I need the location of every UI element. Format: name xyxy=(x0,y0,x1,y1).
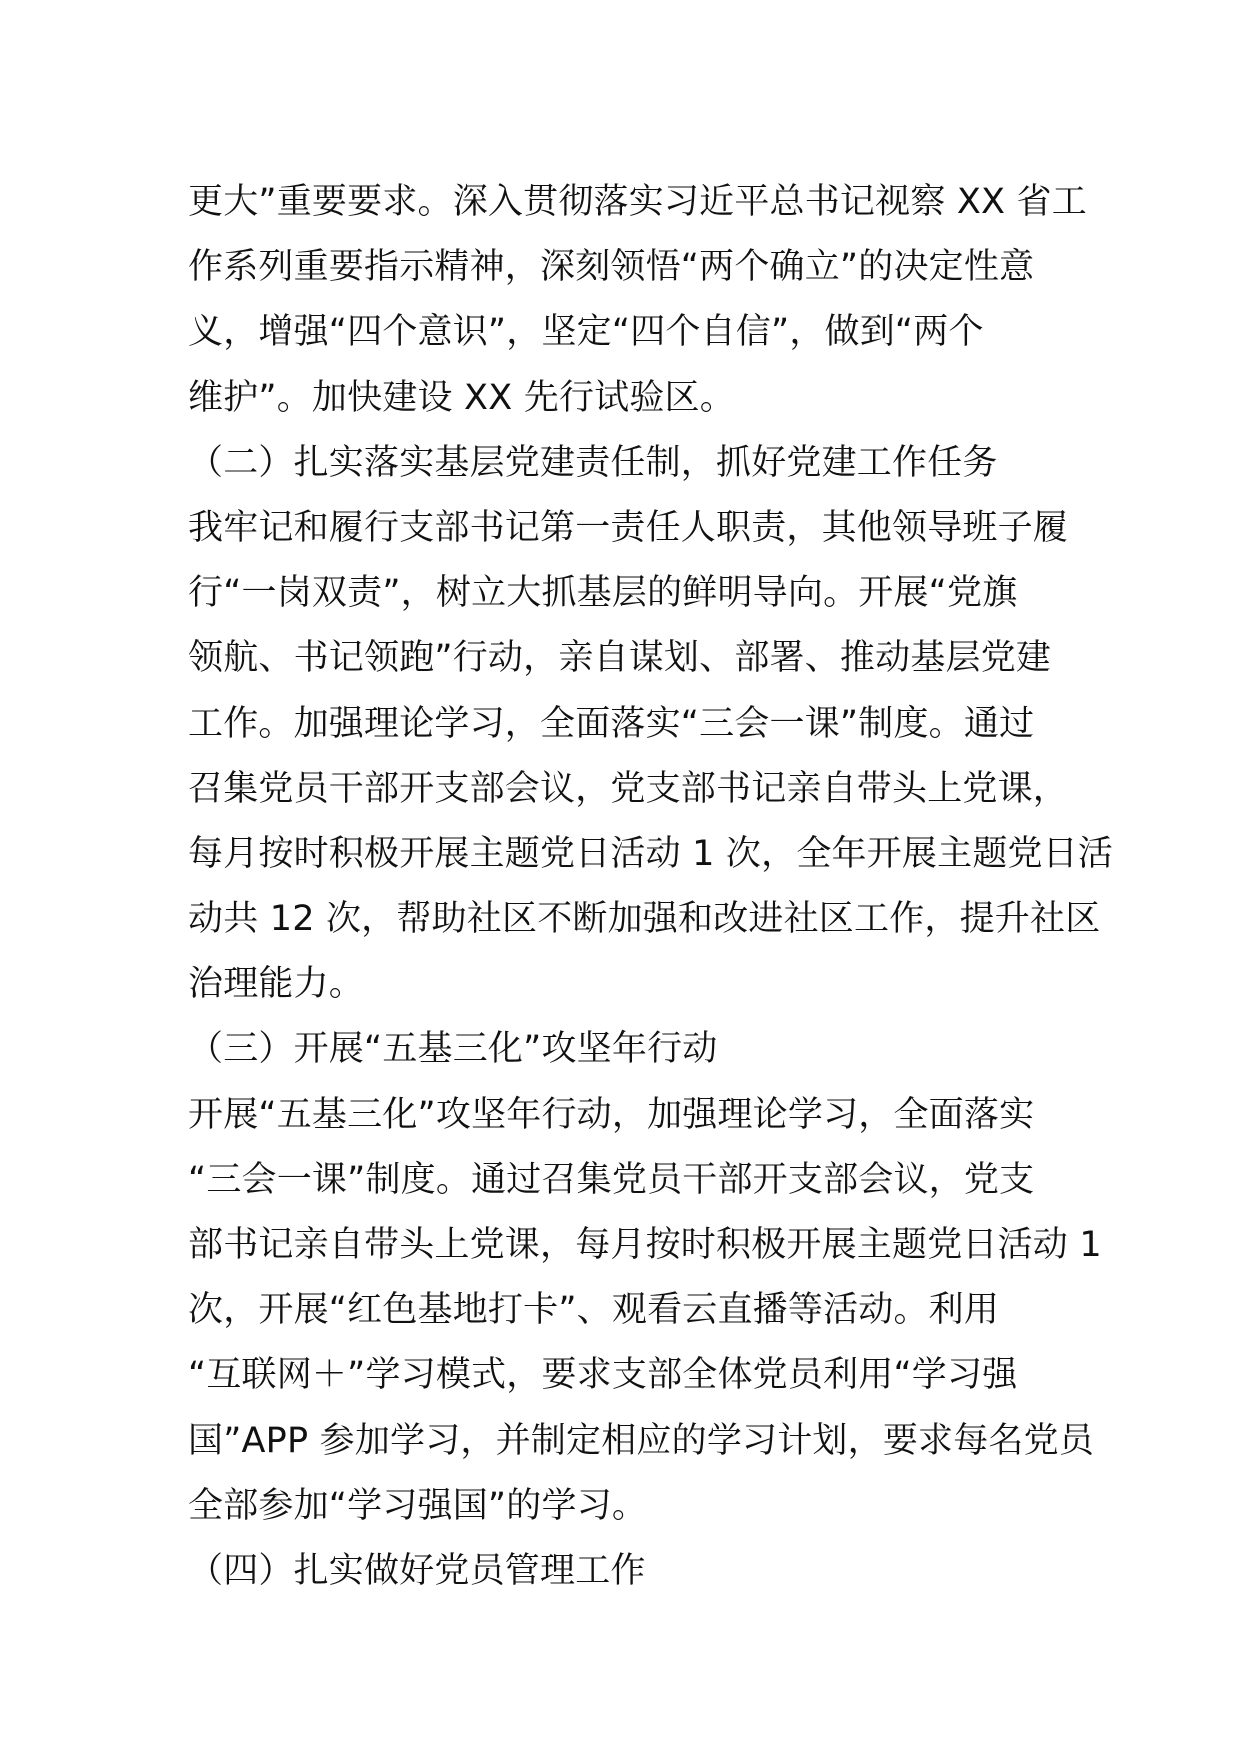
text-line: 国”APP 参加学习，并制定相应的学习计划，要求每名党员 xyxy=(188,1420,1095,1461)
text-line: “互联网＋”学习模式，要求支部全体党员利用“学习强 xyxy=(188,1355,1018,1396)
text-line: 召集党员干部开支部会议，党支部书记亲自带头上党课， xyxy=(188,768,1069,809)
text-line: “三会一课”制度。通过召集党员干部开支部会议，党支 xyxy=(188,1159,1035,1200)
section-heading-4: （四）扎实做好党员管理工作 xyxy=(188,1550,646,1591)
document-body xyxy=(188,170,1114,1604)
text-line: 更大”重要要求。深入贯彻落实习近平总书记视察 XX 省工 xyxy=(188,182,1087,222)
text-line: 我牢记和履行支部书记第一责任人职责，其他领导班子履 xyxy=(188,507,1069,548)
text-line: 动共 12 次，帮助社区不断加强和改进社区工作，提升社区 xyxy=(188,899,1101,940)
text-line: 作系列重要指示精神，深刻领悟“两个确立”的决定性意 xyxy=(188,247,1035,288)
text-line: 次，开展“红色基地打卡”、观看云直播等活动。利用 xyxy=(188,1290,1000,1331)
text-line: 工作。加强理论学习，全面落实“三会一课”制度。通过 xyxy=(188,703,1035,744)
text-line: 治理能力。 xyxy=(188,964,365,1005)
text-line: 领航、书记领跑”行动，亲自谋划、部署、推动基层党建 xyxy=(188,638,1052,679)
section-heading-2: （二）扎实落实基层党建责任制，抓好党建工作任务 xyxy=(188,442,998,483)
section-heading-3: （三）开展“五基三化”攻坚年行动 xyxy=(188,1029,718,1070)
text-line: 每月按时积极开展主题党日活动 1 次，全年开展主题党日活 xyxy=(188,833,1114,874)
text-line: 维护”。加快建设 XX 先行试验区。 xyxy=(188,377,735,418)
text-line: 全部参加“学习强国”的学习。 xyxy=(188,1485,648,1526)
text-line: 义，增强“四个意识”，坚定“四个自信”，做到“两个 xyxy=(188,312,984,353)
text-line: 部书记亲自带头上党课，每月按时积极开展主题党日活动 1 xyxy=(188,1225,1102,1265)
text-line: 行“一岗双责”，树立大抓基层的鲜明导向。开展“党旗 xyxy=(188,573,1018,614)
text-line: 开展“五基三化”攻坚年行动，加强理论学习，全面落实 xyxy=(188,1094,1035,1135)
